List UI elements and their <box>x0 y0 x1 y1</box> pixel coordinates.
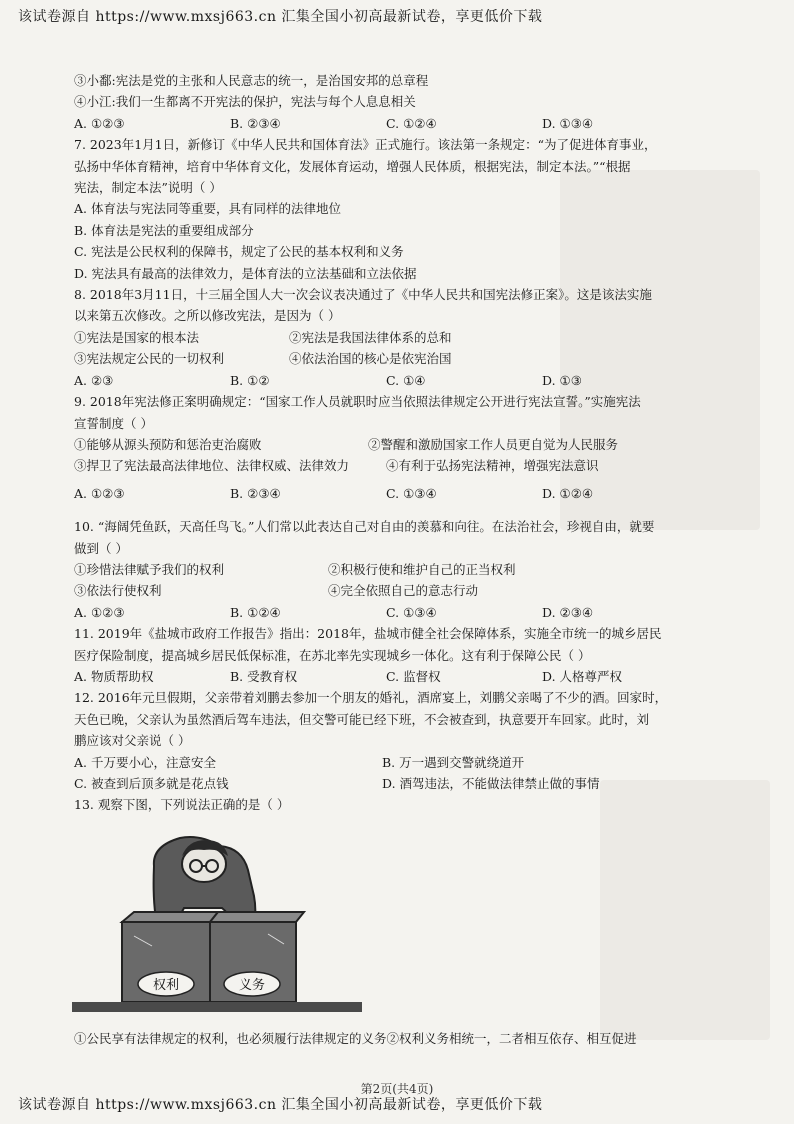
q11-options <box>74 666 714 687</box>
q8-item-4: ④依法治国的核心是依宪治国 <box>289 351 452 367</box>
q7-option-b[interactable]: B. 体育法是宪法的重要组成部分 <box>74 222 254 238</box>
option-c[interactable]: C. ①③④ <box>386 485 437 501</box>
q7-option-c[interactable]: C. 宪法是公民权利的保障书，规定了公民的基本权利和义务 <box>74 244 404 260</box>
q9-item-3: ③捍卫了宪法最高法律地位、法律权威、法律效力 <box>74 458 350 474</box>
question-10 <box>74 516 714 623</box>
question-11 <box>74 623 714 687</box>
option-d[interactable]: D. 人格尊严权 <box>542 668 623 684</box>
option-c[interactable]: C. ①②④ <box>386 115 437 131</box>
option-d[interactable]: D. ②③④ <box>542 604 594 620</box>
q11-stem-line: 医疗保险制度，提高城乡居民低保标准，在苏北率先实现城乡一体化。这有利于保障公民（ ） <box>74 647 591 663</box>
q12-options-row <box>74 752 714 773</box>
rights-label: 权利 <box>152 977 180 993</box>
q10-stem-line: 10. “海阔凭鱼跃，天高任鸟飞。”人们常以此表达自己对自由的羡慕和向往。在法治社会，珍视自由，就要 <box>74 519 655 535</box>
option-d[interactable]: D. 酒驾违法，不能做法律禁止做的事情 <box>382 776 600 791</box>
q10-stem-line: 做到（ ） <box>74 540 128 556</box>
q7-stem-line: 宪法，制定本法”说明（ ） <box>74 180 222 196</box>
question-7 <box>74 134 714 284</box>
q7-stem-line: 弘扬中华体育精神，培育中华体育文化，发展体育运动，增强人民体质，根据宪法，制定本法。”“根据 <box>74 158 631 174</box>
question-9 <box>74 391 714 504</box>
option-c[interactable]: C. 被查到后顶多就是花点钱 <box>74 776 229 791</box>
prev-item-4: ④小江:我们一生都离不开宪法的保护，宪法与每个人息息相关 <box>74 94 416 110</box>
option-a[interactable]: A. ②③ <box>74 372 114 388</box>
q8-item-1: ①宪法是国家的根本法 <box>74 329 200 345</box>
option-c[interactable]: C. 监督权 <box>386 668 441 684</box>
duties-label: 义务 <box>238 977 266 993</box>
q8-item-2: ②宪法是我国法律体系的总和 <box>289 329 452 345</box>
option-a[interactable]: A. ①②③ <box>74 115 125 131</box>
option-a[interactable]: A. 物质帮助权 <box>74 668 154 684</box>
option-d[interactable]: D. ①③ <box>542 372 582 388</box>
spacer <box>74 504 714 516</box>
q12-stem-line: 天色已晚，父亲认为虽然酒后驾车违法，但交警可能已经下班，不会被查到，执意要开车回家。此时，刘 <box>74 711 650 727</box>
q9-options <box>74 483 714 504</box>
source-banner-bottom: 该试卷源自 https://www.mxsj663.cn 汇集全国小初高最新试卷，享更低价下载 <box>18 1097 543 1113</box>
q9-stem-line: 宣誓制度（ ） <box>74 415 153 431</box>
q9-item-2: ②警醒和激励国家工作人员更自觉为人民服务 <box>368 436 619 452</box>
option-b[interactable]: B. ①②④ <box>230 604 281 620</box>
source-banner-top: 该试卷源自 https://www.mxsj663.cn 汇集全国小初高最新试卷，享更低价下载 <box>18 9 543 25</box>
option-c[interactable]: C. ①④ <box>386 372 426 388</box>
question-12 <box>74 687 714 794</box>
q10-items-row <box>74 580 714 601</box>
option-b[interactable]: B. ②③④ <box>230 115 281 131</box>
option-b[interactable]: B. 受教育权 <box>230 668 298 684</box>
option-b[interactable]: B. ②③④ <box>230 485 281 501</box>
q9-item-1: ①能够从源头预防和惩治吏治腐败 <box>74 436 262 452</box>
q8-stem-line: 8. 2018年3月11日，十三届全国人大一次会议表决通过了《中华人民共和国宪法修正案》。这是该法实施 <box>74 287 652 303</box>
q8-options <box>74 370 714 391</box>
q10-item-4: ④完全依照自己的意志行动 <box>328 583 479 599</box>
option-d[interactable]: D. ①③④ <box>542 115 594 131</box>
q12-options-row <box>74 773 714 794</box>
option-a[interactable]: A. 千万要小心，注意安全 <box>74 754 216 770</box>
q10-item-2: ②积极行使和维护自己的正当权利 <box>328 561 516 577</box>
q12-stem-line: 鹏应该对父亲说（ ） <box>74 733 191 749</box>
q10-items-row <box>74 559 714 580</box>
q12-stem-line: 12. 2016年元旦假期，父亲带着刘鹏去参加一个朋友的婚礼，酒席宴上，刘鹏父亲喝了不少的酒。回家时， <box>74 690 668 706</box>
q8-items-row <box>74 348 714 369</box>
q9-items-row <box>74 434 714 455</box>
q13-figure <box>74 820 714 1020</box>
q9-item-4: ④有利于弘扬宪法精神，增强宪法意识 <box>386 458 599 474</box>
q9-items-row <box>74 455 714 476</box>
q10-item-1: ①珍惜法律赋予我们的权利 <box>74 561 225 577</box>
q7-option-d[interactable]: D. 宪法具有最高的法律效力，是体育法的立法基础和立法依据 <box>74 265 417 281</box>
q10-item-3: ③依法行使权利 <box>74 583 162 599</box>
question-13 <box>74 794 714 1049</box>
exam-content <box>74 70 714 1049</box>
option-b[interactable]: B. ①② <box>230 372 270 388</box>
q8-items-row <box>74 327 714 348</box>
q13-stem: 13. 观察下图，下列说法正确的是（ ） <box>74 797 290 813</box>
q8-item-3: ③宪法规定公民的一切权利 <box>74 351 225 367</box>
option-c[interactable]: C. ①③④ <box>386 604 437 620</box>
option-a[interactable]: A. ①②③ <box>74 604 125 620</box>
q7-stem-line: 7. 2023年1月1日，新修订《中华人民共和国体育法》正式施行。该法第一条规定：“为了促进体育事业， <box>74 137 657 153</box>
q7-option-a[interactable]: A. 体育法与宪法同等重要，具有同样的法律地位 <box>74 201 341 217</box>
prev-options <box>74 113 714 134</box>
q13-statements: ①公民享有法律规定的权利，也必须履行法律规定的义务②权利义务相统一，二者相互依存、相互促进 <box>74 1030 637 1046</box>
q11-stem-line: 11. 2019年《盐城市政府工作报告》指出：2018年，盐城市健全社会保障体系，实施全市统一的城乡居民 <box>74 626 662 642</box>
option-b[interactable]: B. 万一遇到交警就绕道开 <box>382 754 525 770</box>
question-8 <box>74 284 714 391</box>
option-d[interactable]: D. ①②④ <box>542 485 594 501</box>
rights-duties-cartoon <box>72 826 362 1012</box>
page-number: 第2页(共4页) <box>360 1082 434 1096</box>
option-a[interactable]: A. ①②③ <box>74 485 125 501</box>
prev-item-3: ③小鄱:宪法是党的主张和人民意志的统一，是治国安邦的总章程 <box>74 73 429 88</box>
q9-stem-line: 9. 2018年宪法修正案明确规定：“国家工作人员就职时应当依照法律规定公开进行宪法宣誓。”实施宪法 <box>74 394 641 410</box>
q8-stem-line: 以来第五次修改。之所以修改宪法，是因为（ ） <box>74 308 341 324</box>
q10-options <box>74 602 714 623</box>
